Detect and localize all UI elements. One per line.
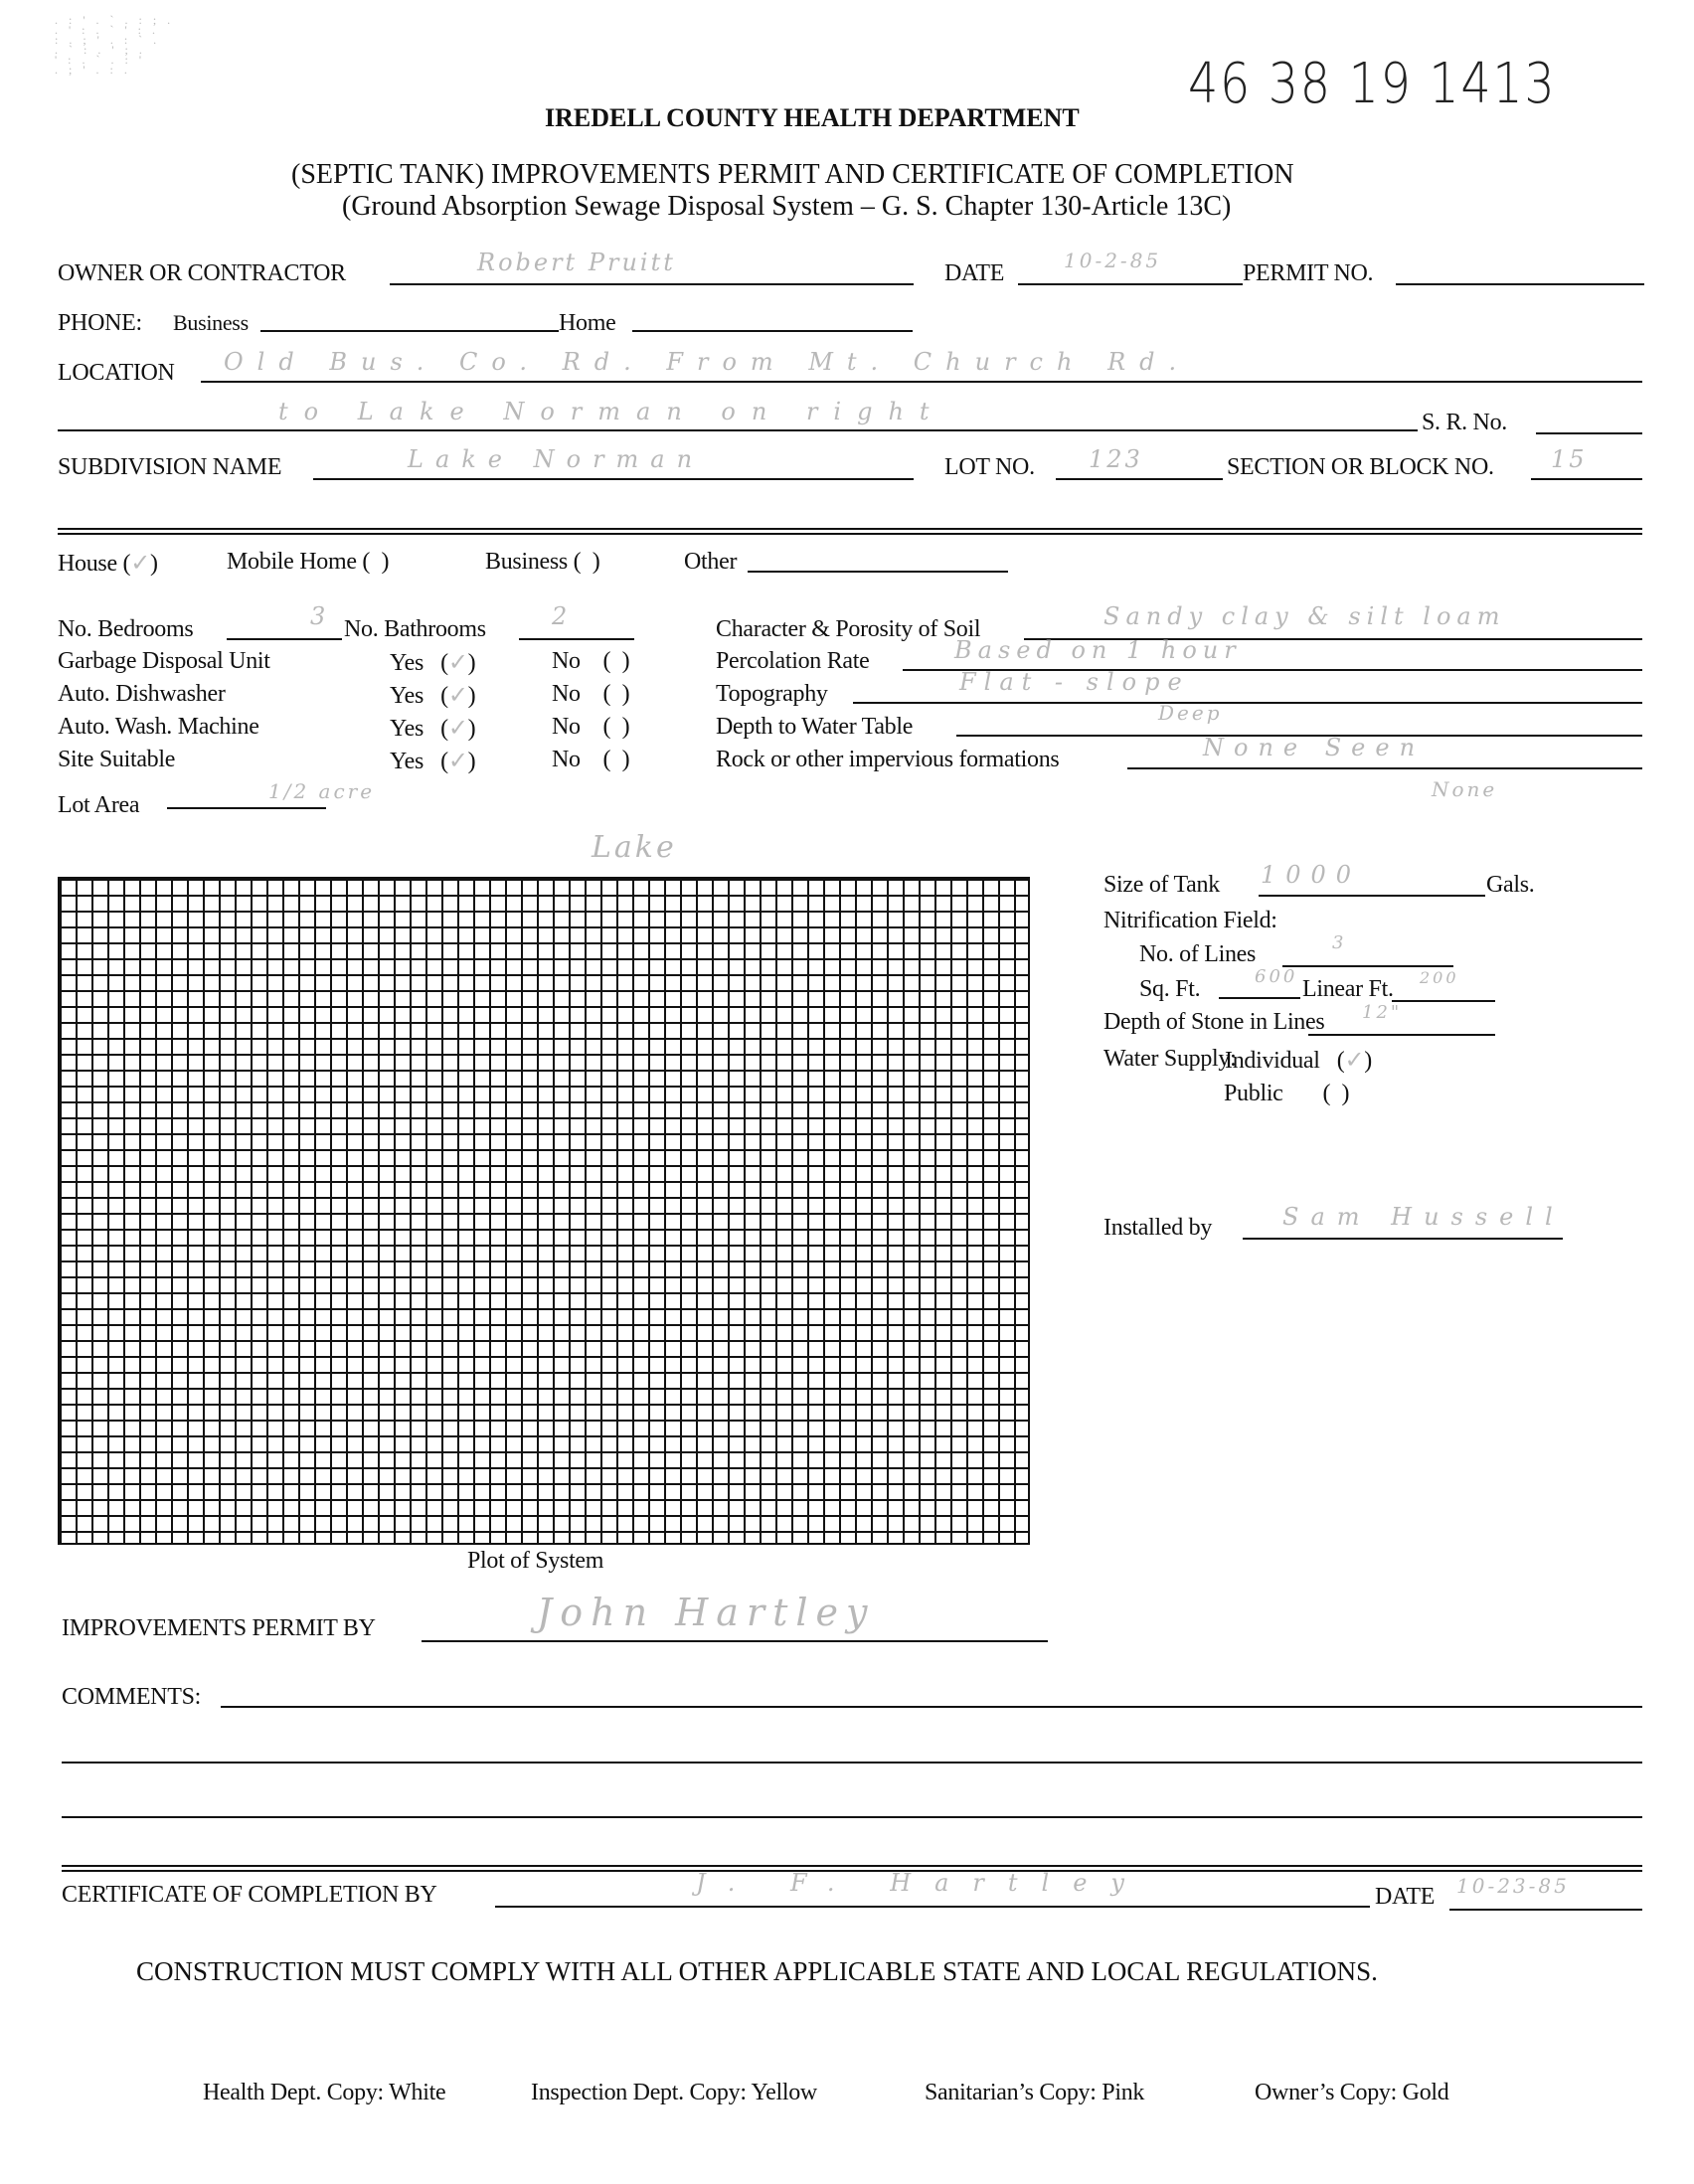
subdivision-label: SUBDIVISION NAME (58, 454, 282, 480)
sr-no-label: S. R. No. (1422, 410, 1507, 435)
appliance-dishwasher-label: Auto. Dishwasher (58, 681, 226, 707)
stone-depth-value: 12" (1362, 1002, 1403, 1023)
appliance-garbage-label: Garbage Disposal Unit (58, 648, 270, 674)
location-line-2: to Lake Norman on right (278, 398, 945, 425)
permit-by-label: IMPROVEMENTS PERMIT BY (62, 1615, 376, 1641)
water-public-option[interactable]: Public ( ) (1224, 1081, 1350, 1106)
comments-line-1[interactable] (221, 1706, 1642, 1708)
site-suitable-no[interactable]: No ( ) (552, 747, 630, 772)
certificate-date-field[interactable] (1449, 1909, 1642, 1911)
comments-line-2[interactable] (62, 1762, 1642, 1764)
soil-character-label: Character & Porosity of Soil (716, 616, 981, 642)
form-title: (SEPTIC TANK) IMPROVEMENTS PERMIT AND CERTIFICATE OF COMPLETION (291, 159, 1294, 190)
topography-value: Flat - slope (959, 668, 1190, 696)
agency-title: IREDELL COUNTY HEALTH DEPARTMENT (545, 103, 1080, 132)
tank-size-label: Size of Tank (1103, 872, 1220, 898)
location-field-1[interactable] (201, 381, 1642, 383)
site-suitable-yes[interactable]: Yes (✓) (390, 749, 476, 774)
lot-area-field[interactable] (167, 807, 326, 809)
certificate-date-value: 10-23-85 (1456, 1874, 1570, 1898)
location-label: LOCATION (58, 360, 175, 386)
location-field-2[interactable] (58, 429, 1418, 431)
appliance-washer-no[interactable]: No ( ) (552, 714, 630, 740)
lot-no-value: 123 (1089, 445, 1143, 473)
rock-formations-value: None Seen (1203, 734, 1426, 761)
appliance-garbage-no[interactable]: No ( ) (552, 648, 630, 674)
water-table-label: Depth to Water Table (716, 714, 914, 740)
date-field[interactable] (1018, 283, 1243, 285)
sr-no-field[interactable] (1536, 432, 1642, 434)
topography-field[interactable] (853, 702, 1642, 704)
water-table-value: Deep (1158, 701, 1223, 725)
phone-business-label: Business (173, 310, 249, 335)
date-value: 10-2-85 (1064, 249, 1162, 272)
linear-ft-value: 200 (1420, 968, 1459, 987)
permit-by-field[interactable] (422, 1640, 1048, 1642)
lines-label: No. of Lines (1139, 941, 1257, 967)
permit-no-label: PERMIT NO. (1243, 260, 1374, 286)
appliance-dishwasher-no[interactable]: No ( ) (552, 681, 630, 707)
bathrooms-field[interactable] (519, 638, 634, 640)
other-label: Other (684, 549, 738, 575)
plot-grid[interactable] (58, 877, 1030, 1545)
percolation-value: Based on 1 hour (954, 636, 1242, 664)
mobile-home-label: Mobile Home (227, 549, 357, 575)
bathrooms-value: 2 (552, 602, 571, 630)
other-field[interactable] (748, 571, 1008, 573)
no-label: No (552, 648, 581, 674)
date-label: DATE (944, 260, 1005, 286)
bathrooms-label: No. Bathrooms (344, 616, 486, 642)
individual-label: Individual (1225, 1048, 1320, 1074)
house-checkmark: ✓ (130, 551, 151, 577)
appliance-washer-yes[interactable]: Yes (✓) (390, 716, 476, 742)
appliance-garbage-yes[interactable]: Yes (✓) (390, 650, 476, 676)
sqft-value: 600 (1255, 966, 1298, 987)
installed-by-field[interactable] (1243, 1238, 1563, 1240)
appliance-dishwasher-yes[interactable]: Yes (✓) (390, 683, 476, 709)
rock-formations-label: Rock or other impervious formations (716, 747, 1060, 772)
comments-label: COMMENTS: (62, 1684, 201, 1710)
linear-ft-label: Linear Ft. (1302, 976, 1394, 1002)
phone-home-label: Home (559, 310, 616, 336)
section-block-field[interactable] (1531, 478, 1642, 480)
yes-checkmark: ✓ (447, 650, 468, 676)
sqft-label: Sq. Ft. (1139, 976, 1201, 1002)
nitrification-label: Nitrification Field: (1103, 908, 1277, 933)
yes-label: Yes (390, 683, 424, 709)
no-label: No (552, 714, 581, 740)
owner-field[interactable] (390, 283, 914, 285)
topography-label: Topography (716, 681, 828, 707)
lot-no-field[interactable] (1056, 478, 1223, 480)
linear-ft-field[interactable] (1392, 1000, 1495, 1002)
water-supply-label: Water Supply: (1103, 1046, 1237, 1072)
lines-field[interactable] (1282, 965, 1453, 967)
house-label: House (58, 551, 117, 577)
compliance-notice: CONSTRUCTION MUST COMPLY WITH ALL OTHER APPLICABLE STATE AND LOCAL REGULATIONS. (136, 1956, 1378, 1986)
bedrooms-value: 3 (310, 602, 329, 630)
lot-area-note: Lake (592, 830, 677, 865)
section-block-value: 15 (1551, 445, 1588, 473)
document-number: 46 38 19 1413 (1188, 52, 1557, 116)
yes-label: Yes (390, 716, 424, 742)
phone-business-field[interactable] (260, 330, 559, 332)
certificate-date-label: DATE (1375, 1884, 1436, 1910)
subdivision-value: Lake Norman (408, 445, 705, 473)
permit-no-field[interactable] (1396, 283, 1644, 285)
gals-label: Gals. (1486, 872, 1535, 898)
rock-formations-field[interactable] (1127, 767, 1642, 769)
owner-label: OWNER OR CONTRACTOR (58, 260, 346, 286)
lot-area-value: 1/2 acre (268, 779, 376, 803)
form-subtitle: (Ground Absorption Sewage Disposal System – G. S. Chapter 130-Article 13C) (342, 191, 1232, 222)
type-business[interactable]: Business ( ) (485, 549, 600, 575)
soil-character-value: Sandy clay & silt loam (1103, 602, 1506, 630)
permit-by-signature: John Hartley (537, 1591, 876, 1634)
bedrooms-field[interactable] (227, 638, 342, 640)
installed-by-label: Installed by (1103, 1215, 1213, 1241)
copy-inspection-dept: Inspection Dept. Copy: Yellow (531, 2080, 817, 2105)
comments-line-3[interactable] (62, 1816, 1642, 1818)
water-individual-option[interactable]: Individual (✓) (1225, 1048, 1372, 1074)
no-label: No (552, 747, 581, 772)
phone-home-field[interactable] (632, 330, 913, 332)
lot-no-label: LOT NO. (944, 454, 1035, 480)
location-line-1: Old Bus. Co. Rd. From Mt. Church Rd. (224, 348, 1191, 376)
copy-health-dept: Health Dept. Copy: White (203, 2080, 446, 2105)
business-label: Business (485, 549, 568, 575)
appliance-washer-label: Auto. Wash. Machine (58, 714, 259, 740)
site-suitable-label: Site Suitable (58, 747, 176, 772)
rock-formations-extra: None (1432, 777, 1498, 801)
tank-size-value: 1000 (1261, 861, 1362, 889)
yes-checkmark: ✓ (447, 683, 468, 709)
copy-owner: Owner’s Copy: Gold (1255, 2080, 1449, 2105)
bedrooms-label: No. Bedrooms (58, 616, 194, 642)
installed-by-value: Sam Hussell (1282, 1203, 1565, 1231)
lot-area-label: Lot Area (58, 792, 140, 818)
no-label: No (552, 681, 581, 707)
public-label: Public (1224, 1081, 1283, 1106)
section-block-label: SECTION OR BLOCK NO. (1227, 454, 1494, 480)
lines-value: 3 (1332, 932, 1347, 953)
yes-checkmark: ✓ (447, 716, 468, 742)
copy-sanitarian: Sanitarian’s Copy: Pink (925, 2080, 1145, 2105)
yes-checkmark: ✓ (447, 749, 468, 774)
yes-label: Yes (390, 650, 424, 676)
type-house[interactable]: House (✓) (58, 551, 158, 577)
owner-value: Robert Pruitt (477, 249, 676, 276)
individual-checkmark: ✓ (1344, 1048, 1365, 1074)
section-divider (58, 528, 1642, 535)
tank-size-field[interactable] (1259, 895, 1485, 897)
percolation-label: Percolation Rate (716, 648, 870, 674)
phone-label: PHONE: (58, 310, 142, 336)
plot-caption: Plot of System (467, 1548, 604, 1574)
type-mobile-home[interactable]: Mobile Home ( ) (227, 549, 390, 575)
stone-depth-field[interactable] (1308, 1034, 1495, 1036)
scan-noise: . : ' . ` . : ; . . ' : . ` ' : . : . ; ' . : ` . . ` : . ' ; . ' : . ` . : ' . ; ' . : . (55, 13, 175, 77)
certificate-label: CERTIFICATE OF COMPLETION BY (62, 1882, 437, 1908)
certificate-signature: J. F. Hartley (696, 1869, 1148, 1897)
yes-label: Yes (390, 749, 424, 774)
certificate-field[interactable] (495, 1906, 1370, 1908)
stone-depth-label: Depth of Stone in Lines (1103, 1009, 1325, 1035)
subdivision-field[interactable] (313, 478, 914, 480)
